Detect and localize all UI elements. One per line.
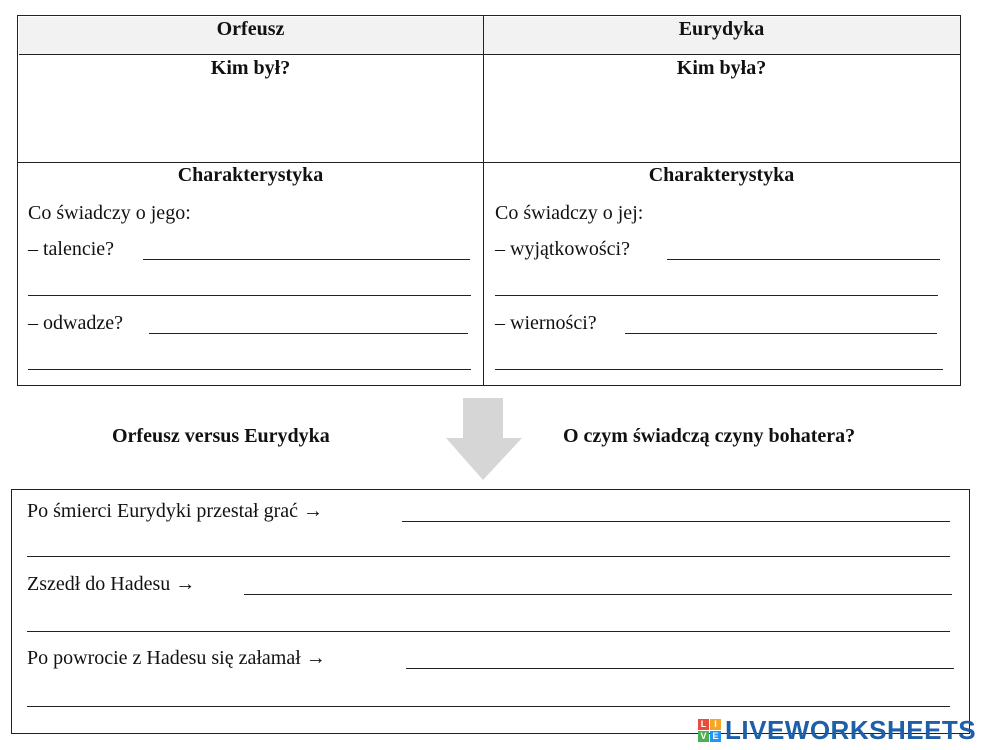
answer-line-2a[interactable] [244,594,952,595]
answer-line-talencie-2[interactable] [28,295,471,296]
answer-line-1a[interactable] [402,521,950,522]
answer-line-odwadze[interactable] [149,333,468,334]
item-talencie: – talencie? [28,238,115,260]
heading-charakterystyka-right: Charakterystyka [648,164,795,186]
answer-line-1b[interactable] [27,556,950,557]
prompt-left: Co świadczy o jego: [28,202,191,224]
answer-line-3b[interactable] [27,706,950,707]
label-kim-byla: Kim była? [676,57,767,79]
logo-tile-i: I [710,719,721,730]
item-odwadze: – odwadze? [28,312,123,334]
answer-prompt-2: Zszedł do Hadesu → [27,573,196,595]
down-arrow-icon [444,398,524,482]
answer-line-2b[interactable] [27,631,950,632]
header-orfeusz: Orfeusz [216,18,285,40]
liveworksheets-logo[interactable] [698,714,976,746]
answer-line-talencie[interactable] [143,259,470,260]
answer-line-3a[interactable] [406,668,954,669]
heading-versus: Orfeusz versus Eurydyka [112,425,330,447]
answers-box [11,489,970,734]
answer-line-wyjatkowosci-2[interactable] [495,295,938,296]
item-wiernosci: – wierności? [495,312,597,334]
prompt-right: Co świadczy o jej: [495,202,644,224]
heading-charakterystyka-left: Charakterystyka [177,164,324,186]
answer-line-odwadze-2[interactable] [28,369,471,370]
item-wyjatkowosci: – wyjątkowości? [495,238,630,260]
logo-tile-v: V [698,731,709,742]
logo-text: LIVEWORKSHEETS [725,714,977,745]
heading-question: O czym świadczą czyny bohatera? [563,425,856,447]
header-eurydyka: Eurydyka [678,18,765,40]
answer-line-wyjatkowosci[interactable] [667,259,940,260]
answer-prompt-1: Po śmierci Eurydyki przestał grać → [27,500,324,522]
logo-mark-icon [698,719,721,742]
logo-tile-l: L [698,719,709,730]
answer-prompt-3: Po powrocie z Hadesu się załamał → [27,647,326,669]
answer-line-wiernosci-2[interactable] [495,369,943,370]
logo-tile-e: E [710,731,721,742]
label-kim-byl: Kim był? [210,57,291,79]
answer-line-wiernosci[interactable] [625,333,937,334]
